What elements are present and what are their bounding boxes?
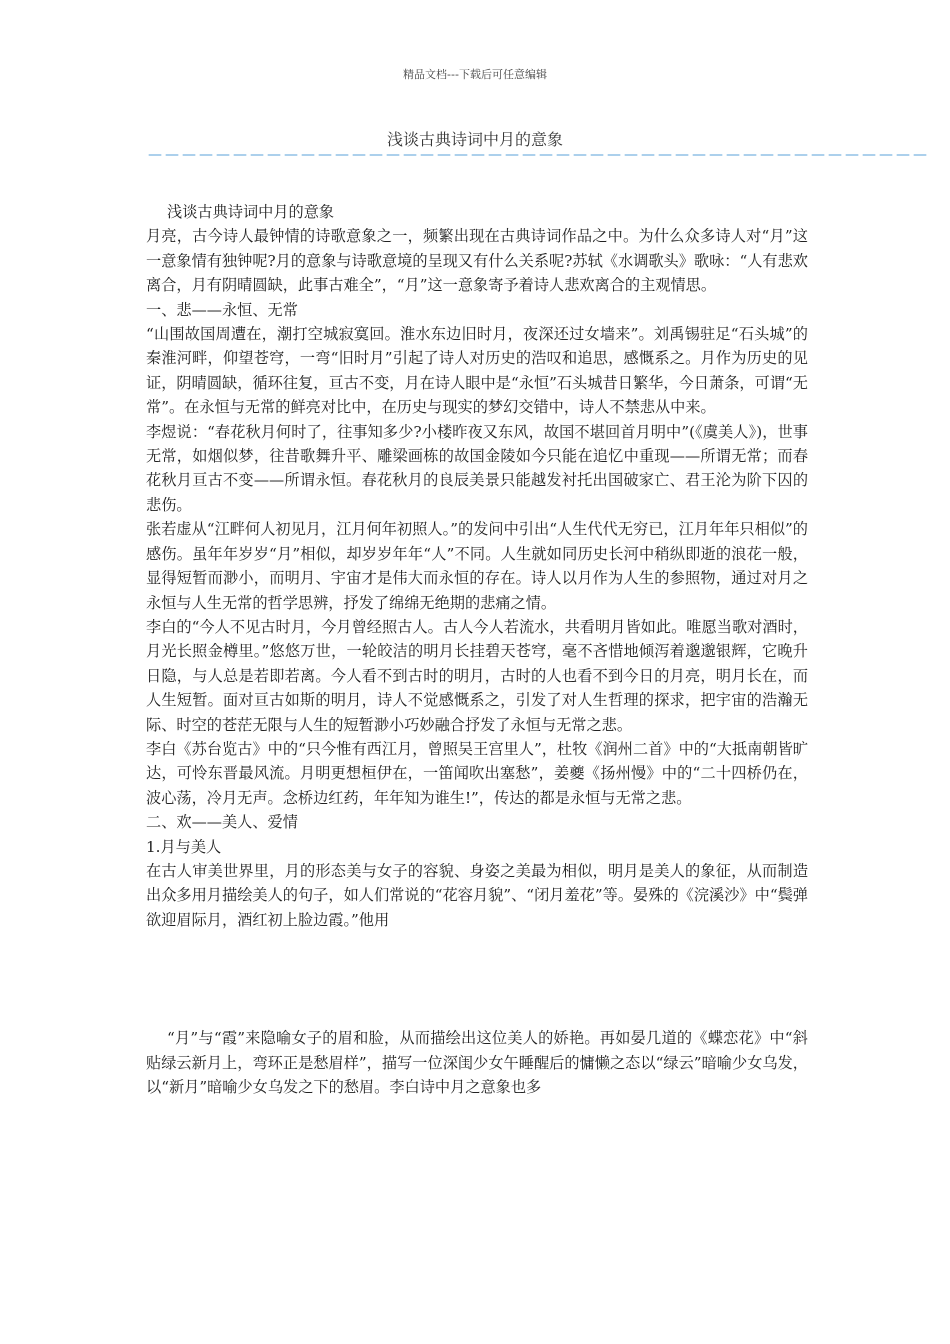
paragraph: 在古人审美世界里，月的形态美与女子的容貌、身姿之美最为相似，明月是美人的象征，从而制造出众多用月描绘美人的句子，如人们常说的“花容月貌”、“闭月羞花”等。晏殊的《浣溪沙》中“鬓弹欲迎眉际月，酒红初上脸边霞。”他用 [146, 861, 808, 929]
page-gap [146, 932, 808, 1026]
document-title: 浅谈古典诗词中月的意象 [386, 130, 563, 149]
page-header-note: 精品文档---下载后可任意编辑 [403, 68, 547, 81]
paragraph: 张若虚从“江畔何人初见月，江月何年初照人。”的发问中引出“人生代代无穷已，江月年年只相似”的感伤。虽年年岁岁“月”相似，却岁岁年年“人”不同。人生就如同历史长河中稍纵即逝的浪花一般，显得短暂而渺小，而明月、宇宙才是伟大而永恒的存在。诗人以月作为人生的参照物，通过对月之永恒与人生无常的哲学思辨，抒发了绵绵无绝期的悲痛之情。 [146, 520, 808, 612]
subsection-heading: 1.月与美人 [146, 837, 222, 856]
section-heading: 一、悲——永恒、无常 [146, 300, 298, 319]
paragraph: 月亮，古今诗人最钟情的诗歌意象之一，频繁出现在古典诗词作品之中。为什么众多诗人对“月”这一意象情有独钟呢?月的意象与诗歌意境的呈现又有什么关系呢?苏轼《水调歌头》歌咏：“人有悲欢离合，月有阴晴圆缺，此事古难全”，“月”这一意象寄予着诗人悲欢离合的主观情思。 [146, 227, 808, 295]
document-body [146, 200, 808, 1099]
paragraph: 李白《苏台览古》中的“只今惟有西江月，曾照吴王宫里人”，杜牧《润州二首》中的“大抵南朝皆旷达，可怜东晋最风流。月明更想桓伊在，一笛闻吹出塞愁”，姜夔《扬州慢》中的“二十四桥仍在，波心荡，冷月无声。念桥边红药，年年知为谁生!”，传达的都是永恒与无常之悲。 [146, 739, 808, 807]
paragraph: 李白的“今人不见古时月，今月曾经照古人。古人今人若流水，共看明月皆如此。唯愿当歌对酒时，月光长照金樽里。”悠悠万世，一轮皎洁的明月长挂碧天苍穹，毫不吝惜地倾泻着邈邈银辉，它晚升日隐，与人总是若即若离。今人看不到古时的明月，古时的人也看不到今日的月亮，明月长在，而人生短暂。面对亘古如斯的明月，诗人不觉感慨系之，引发了对人生哲理的探求，把宇宙的浩瀚无际、时空的苍茫无限与人生的短暂渺小巧妙融合抒发了永恒与无常之悲。 [146, 617, 808, 734]
body-heading: 浅谈古典诗词中月的意象 [167, 203, 335, 221]
paragraph: “山围故国周遭在，潮打空城寂寞回。淮水东边旧时月，夜深还过女墙来”。刘禹锡驻足“石头城”的秦淮河畔，仰望苍穹，一弯“旧时月”引起了诗人对历史的浩叹和追思，感慨系之。月作为历史的见证，阴晴圆缺，循环往复，亘古不变，月在诗人眼中是“永恒”石头城昔日繁华，今日萧条，可谓“无常”。在永恒与无常的鲜亮对比中，在历史与现实的梦幻交错中，诗人不禁悲从中来。 [146, 325, 808, 417]
section-heading: 二、欢——美人、爱情 [146, 813, 298, 832]
title-dashed-rule: —————————————————————————————————————————————— [148, 147, 930, 163]
paragraph: 李煜说：“春花秋月何时了，往事知多少?小楼昨夜又东风，故国不堪回首月明中”(《虞美人》)，世事无常，如烟似梦，往昔歌舞升平、雕梁画栋的故国金陵如今只能在追忆中重现——所谓无常；而春花秋月亘古不变——所谓永恒。春花秋月的良辰美景只能越发衬托出国破家亡、君王沦为阶下囚的悲伤。 [146, 422, 808, 514]
continuation-paragraph: “月”与“霞”来隐喻女子的眉和脸，从而描绘出这位美人的娇艳。再如晏几道的《蝶恋花》中“斜贴绿云新月上，弯环正是愁眉样”，描写一位深闺少女午睡醒后的慵懒之态以“绿云”暗喻少女乌发，以“新月”暗喻少女乌发之下的愁眉。李白诗中月之意象也多 [146, 1029, 808, 1096]
